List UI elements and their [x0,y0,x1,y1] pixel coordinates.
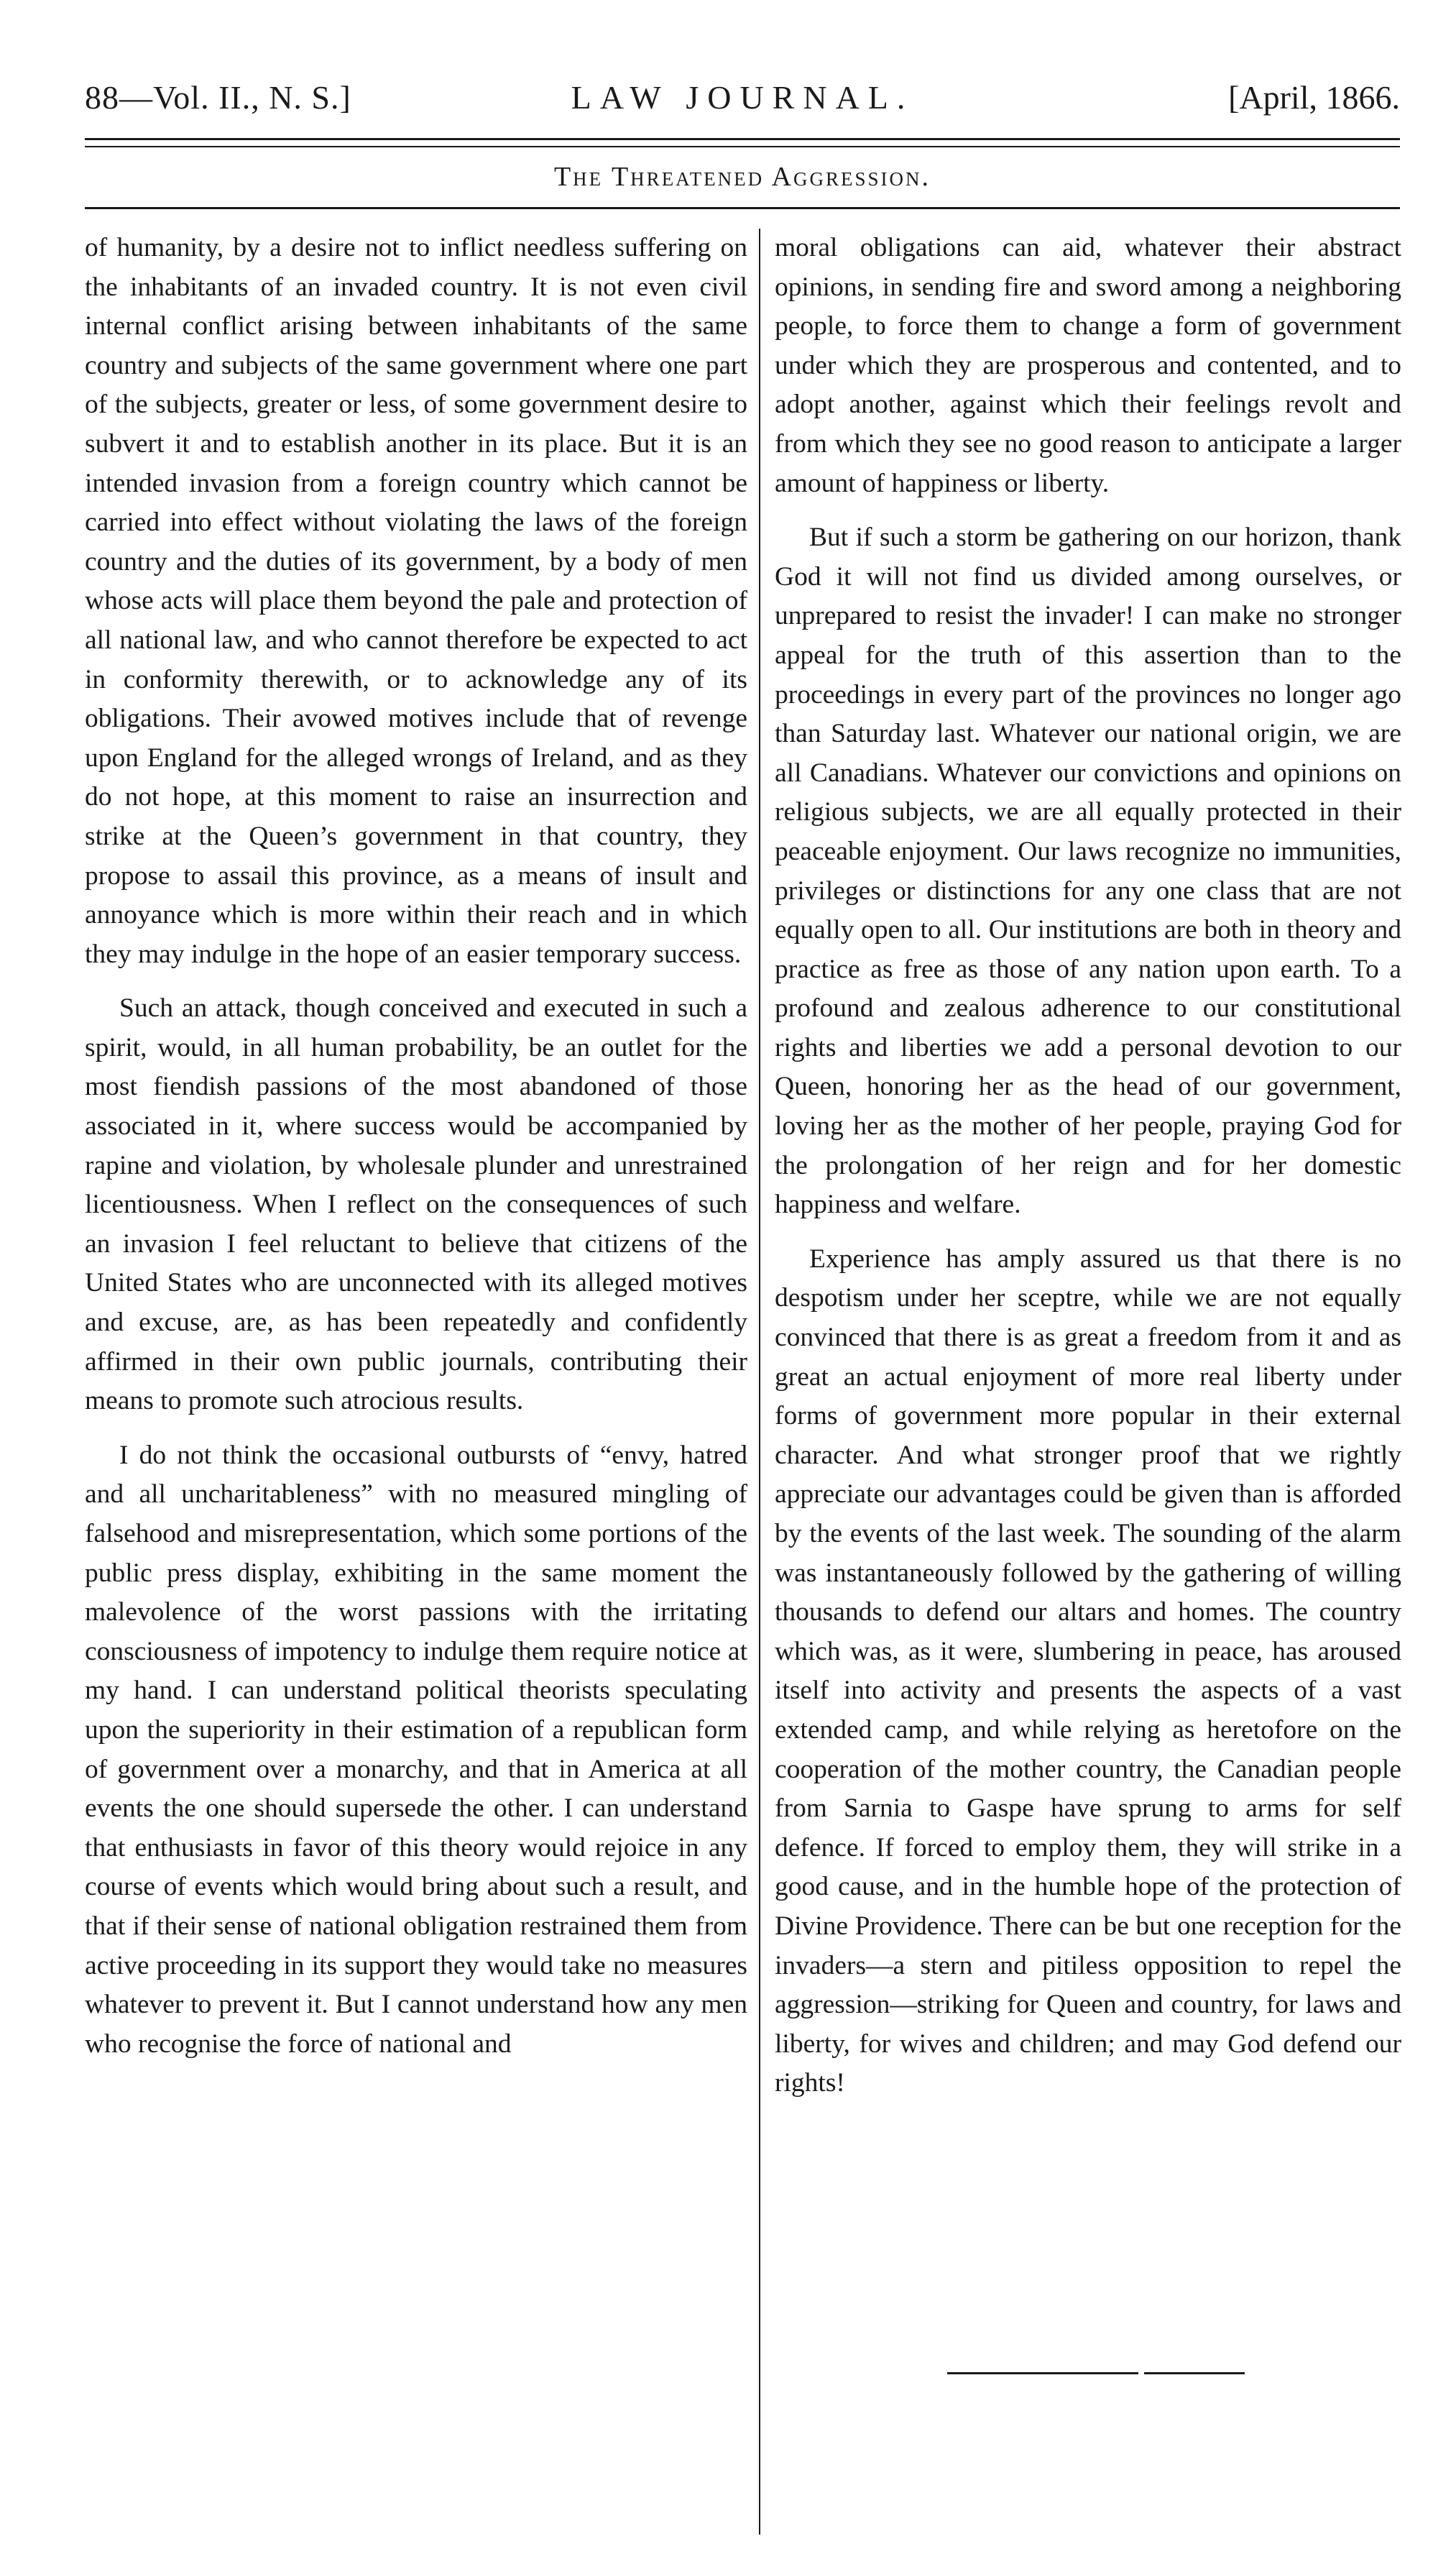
article-title: The Threatened Aggression. [553,162,931,192]
left-paragraph-1: of humanity, by a desire not to inflict needless suffering on the inhabitants of an invaded country. It is not even civil internal conflict arising between inhabitants of the same country and subjects of the same government where one part of the subjects, greater or less, of some government desire to subvert it and to establish another in its place. But it is an intended invasion from a foreign country which cannot be carried into effect without violating the laws of the foreign country and the duties of its government, by a body of men whose acts will place them beyond the pale and protection of all national law, and who cannot therefore be expected to act in conformity therewith, or to acknowledge any of its obligations. Their avowed motives include that of revenge upon England for the alleged wrongs of Ireland, and as they do not hope, at this moment to raise an insurrection and strike at the Queen’s government in that country, they propose to assail this province, as a means of insult and annoyance which is more within their reach and in which they may indulge in the hope of an easier temporary success. [85,233,747,969]
issue-date: [April, 1866. [1228,79,1400,116]
right-paragraph-1: moral obligations can aid, whatever their abstract opinions, in sending fire and sword among a neighboring people, to force them to change a form of government under which they are prosperous and contented, and to adopt another, against which their feelings revolt and from which they see no good reason to anticipate a larger amount of happiness or liberty. [775,233,1401,498]
right-paragraph-2: But if such a storm be gathering on our horizon, thank God it will not find us divided among ourselves, or unprepared to resist the invader! I can make no stronger appeal for the truth of this assertion than to the proceedings in every part of the provinces no longer ago than Saturday last. Whatever our national origin, we are all Canadians. Whatever our convictions and opinions on religious subjects, we are all equally protected in their peaceable enjoyment. Our laws recognize no immunities, privileges or distinctions for any one class that are not equally open to all. Our institutions are both in theory and practice as free as those of any nation upon earth. To a profound and zealous adherence to our constitutional rights and liberties we add a personal devotion to our Queen, honoring her as the head of our government, loving her as the mother of her people, praying God for the prolongation of her reign and for her domestic happiness and welfare. [775,523,1401,1220]
article-end-rule-long [947,2372,1138,2374]
right-paragraph-3: Experience has amply assured us that there is no despotism under her sceptre, while we are not equally convinced that there is as great a freedom from it and as great an actual enjoyment of more real liberty under forms of government more popular in their external character. And what stronger proof that we rightly appreciate our advantages could be given than is afforded by the events of the last week. The sounding of the alarm was instantaneously followed by the gathering of willing thousands to defend our altars and homes. The country which was, as it were, slumbering in peace, has aroused itself into activity and presents the aspects of a vast extended camp, and while relying as heretofore on the cooperation of the mother country, the Canadian people from Sarnia to Gaspe have sprung to arms for self defence. If forced to employ them, they will strike in a good cause, and in the humble hope of the protection of Divine Providence. There can be but one reception for the invaders—a stern and pitiless opposition to repel the aggression—striking for Queen and country, for laws and liberty, for wives and children; and may God defend our rights! [775,1244,1401,2098]
header-rule-top [85,138,1400,140]
left-column [85,229,747,2079]
article-end-rule-short [1144,2372,1245,2374]
header-rule-double [85,146,1400,147]
running-head [85,69,1400,127]
journal-name: LAW JOURNAL. [571,79,914,116]
right-column [775,229,1401,2118]
column-divider [759,229,760,2535]
page-volume-reference: 88—Vol. II., N. S.] [85,79,351,116]
left-paragraph-2: Such an attack, though conceived and executed in such a spirit, would, in all human probability, be an outlet for the most fiendish passions of the most abandoned of those associated in it, where success would be accompanied by rapine and violation, by wholesale plunder and unrestrained licentiousness. When I reflect on the consequences of such an invasion I feel reluctant to believe that citizens of the United States who are unconnected with its alleged motives and excuse, are, as has been repeatedly and confidently affirmed in their own public journals, contributing their means to promote such atrocious results. [85,993,747,1416]
title-rule [85,207,1400,209]
left-paragraph-3: I do not think the occasional outbursts of “envy, hatred and all uncharitableness” with no measured mingling of falsehood and misrepresentation, which some portions of the public press display, exhibiting in the same moment the malevolence of the worst passions with the irritating consciousness of impotency to indulge them require notice at my hand. I can understand political theorists speculating upon the superiority in their estimation of a republican form of government over a monarchy, and that in America at all events the one should supersede the other. I can understand that enthusiasts in favor of this theory would rejoice in any course of events which would bring about such a result, and that if their sense of national obligation restrained them from active proceeding in its support they would take no measures whatever to prevent it. But I cannot understand how any men who recognise the force of national and [85,1440,747,2059]
